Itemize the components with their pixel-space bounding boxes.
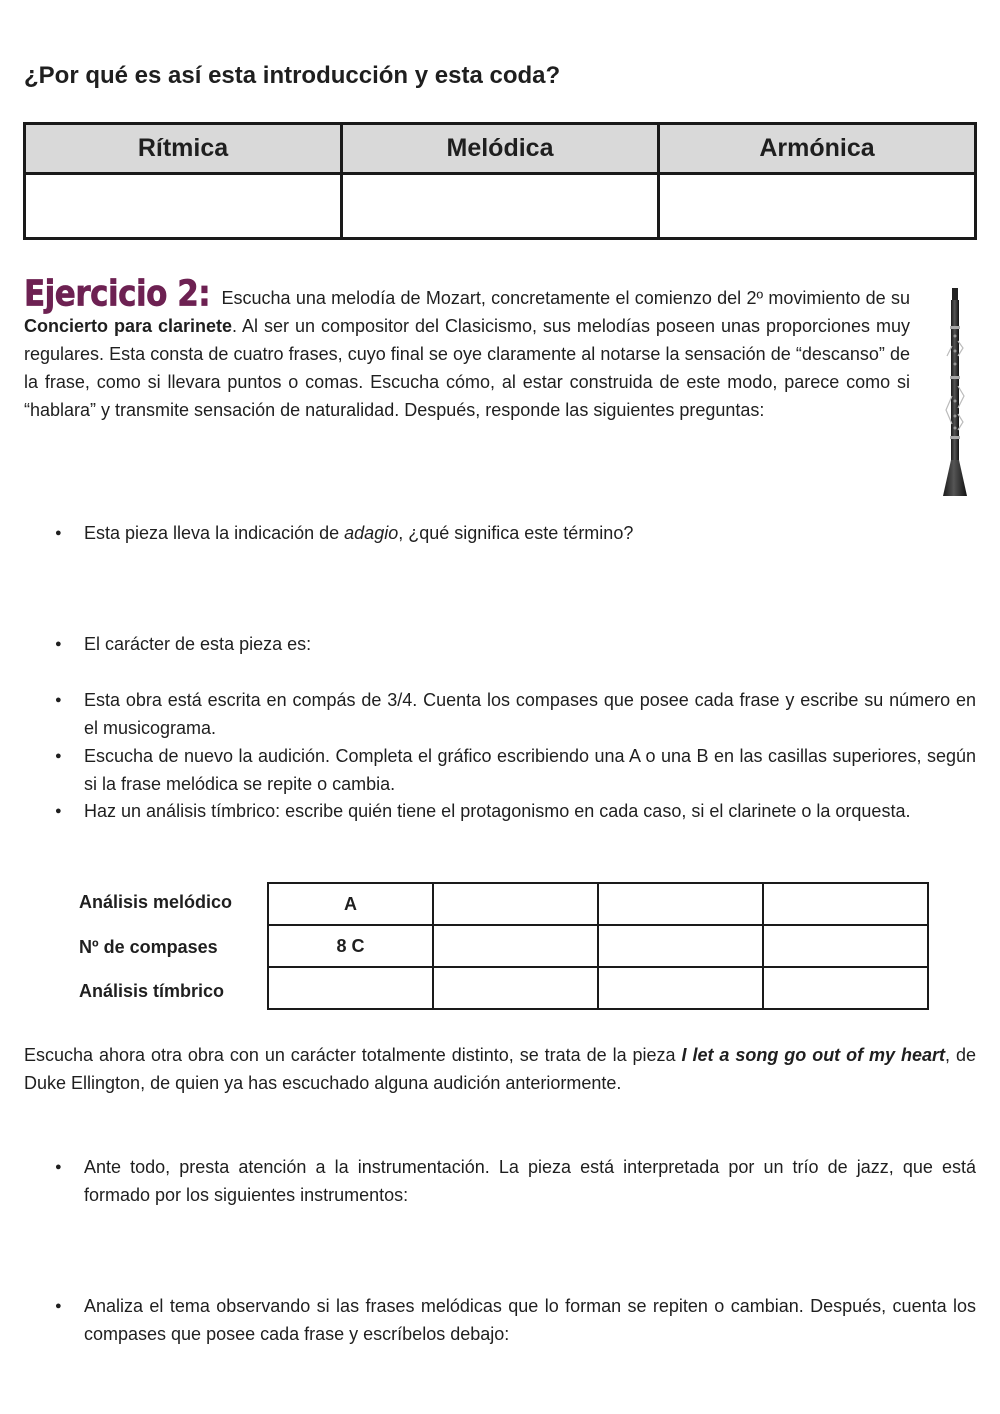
header-armonica: Armónica <box>659 124 976 174</box>
question-title: ¿Por qué es así esta introducción y esta coda? <box>24 62 561 89</box>
answer-cell-melodica[interactable] <box>342 174 659 239</box>
musicogram-cell[interactable] <box>433 967 598 1009</box>
musicogram-cell[interactable] <box>598 883 763 925</box>
row-label-timbrico: Análisis tímbrico <box>79 981 225 1001</box>
musicogram-cell[interactable]: A <box>268 883 433 925</box>
musicogram-cell[interactable] <box>433 925 598 967</box>
answer-cell-armonica[interactable] <box>659 174 976 239</box>
ellington-paragraph: Escucha ahora otra obra con un carácter totalmente distinto, se trata de la pieza I let a song go out of my heart, de Duke Ellington, de quien ya has escuchado alguna audición anteriormente. <box>24 1045 976 1093</box>
musicogram-cell[interactable] <box>598 925 763 967</box>
exercise-paragraph <box>24 273 910 424</box>
bullet-analiza: ● Analiza el tema observando si las frases melódicas que lo forman se repiten o cambian. Después, cuenta los compases que posee cada frase y escríbelos debajo: <box>84 1292 976 1348</box>
exercise-intro-1: Escucha una melodía de Mozart, concretamente el comienzo del 2º movimiento de su <box>221 288 910 308</box>
header-melodica: Melódica <box>342 124 659 174</box>
bullet-compas: ● Esta obra está escrita en compás de 3/4. Cuenta los compases que posee cada frase y escribe su número en el musicograma. <box>84 686 976 742</box>
criteria-table <box>23 122 977 240</box>
adagio-term: adagio <box>344 523 399 543</box>
musicogram-row-melodico <box>268 883 928 925</box>
bullet-instrumentacion: ● Ante todo, presta atención a la instrumentación. La pieza está interpretada por un trío de jazz, que está formado por los siguientes instrumentos: <box>84 1153 976 1209</box>
musicogram-cell[interactable] <box>268 967 433 1009</box>
exercise-intro-2: . Al ser un compositor del Clasicismo, sus melodías poseen unas proporciones muy regulares. Esta consta de cuatro frases, cuyo final se oye claramente al notarse la sensación de “descanso” de la frase, como si llevara puntos o comas. Escucha cómo, al estar construida de este modo, parece como si “hablara” y transmite sensación de naturalidad. Después, responde las siguientes preguntas: <box>24 316 910 420</box>
header-ritmica: Rítmica <box>25 124 342 174</box>
exercise-piece-title: Concierto para clarinete <box>24 316 233 336</box>
bullet-caracter: ● El carácter de esta pieza es: <box>84 630 976 658</box>
bullet-timbrico: ● Haz un análisis tímbrico: escribe quién tiene el protagonismo en cada caso, si el clarinete o la orquesta. <box>84 797 976 825</box>
exercise-heading: Ejercicio 2: <box>24 273 211 315</box>
musicogram-cell[interactable] <box>763 883 928 925</box>
musicogram-cell[interactable] <box>763 925 928 967</box>
musicogram-row-timbrico <box>268 967 928 1009</box>
bullet-adagio: ● Esta pieza lleva la indicación de adagio, ¿qué significa este término? <box>84 519 976 547</box>
clarinet-image <box>936 286 974 500</box>
row-label-compases: Nº de compases <box>79 937 218 957</box>
answer-cell-ritmica[interactable] <box>25 174 342 239</box>
ellington-piece-title: I let a song go out of my heart <box>681 1045 946 1065</box>
musicogram-table <box>267 882 929 1010</box>
musicogram-cell[interactable] <box>433 883 598 925</box>
musicogram-cell[interactable]: 8 C <box>268 925 433 967</box>
row-label-melodico: Análisis melódico <box>79 892 233 912</box>
bullet-escucha: ● Escucha de nuevo la audición. Completa el gráfico escribiendo una A o una B en las casillas superiores, según si la frase melódica se repite o cambia. <box>84 742 976 798</box>
musicogram-cell[interactable] <box>763 967 928 1009</box>
musicogram-row-compases <box>268 925 928 967</box>
musicogram-cell[interactable] <box>598 967 763 1009</box>
